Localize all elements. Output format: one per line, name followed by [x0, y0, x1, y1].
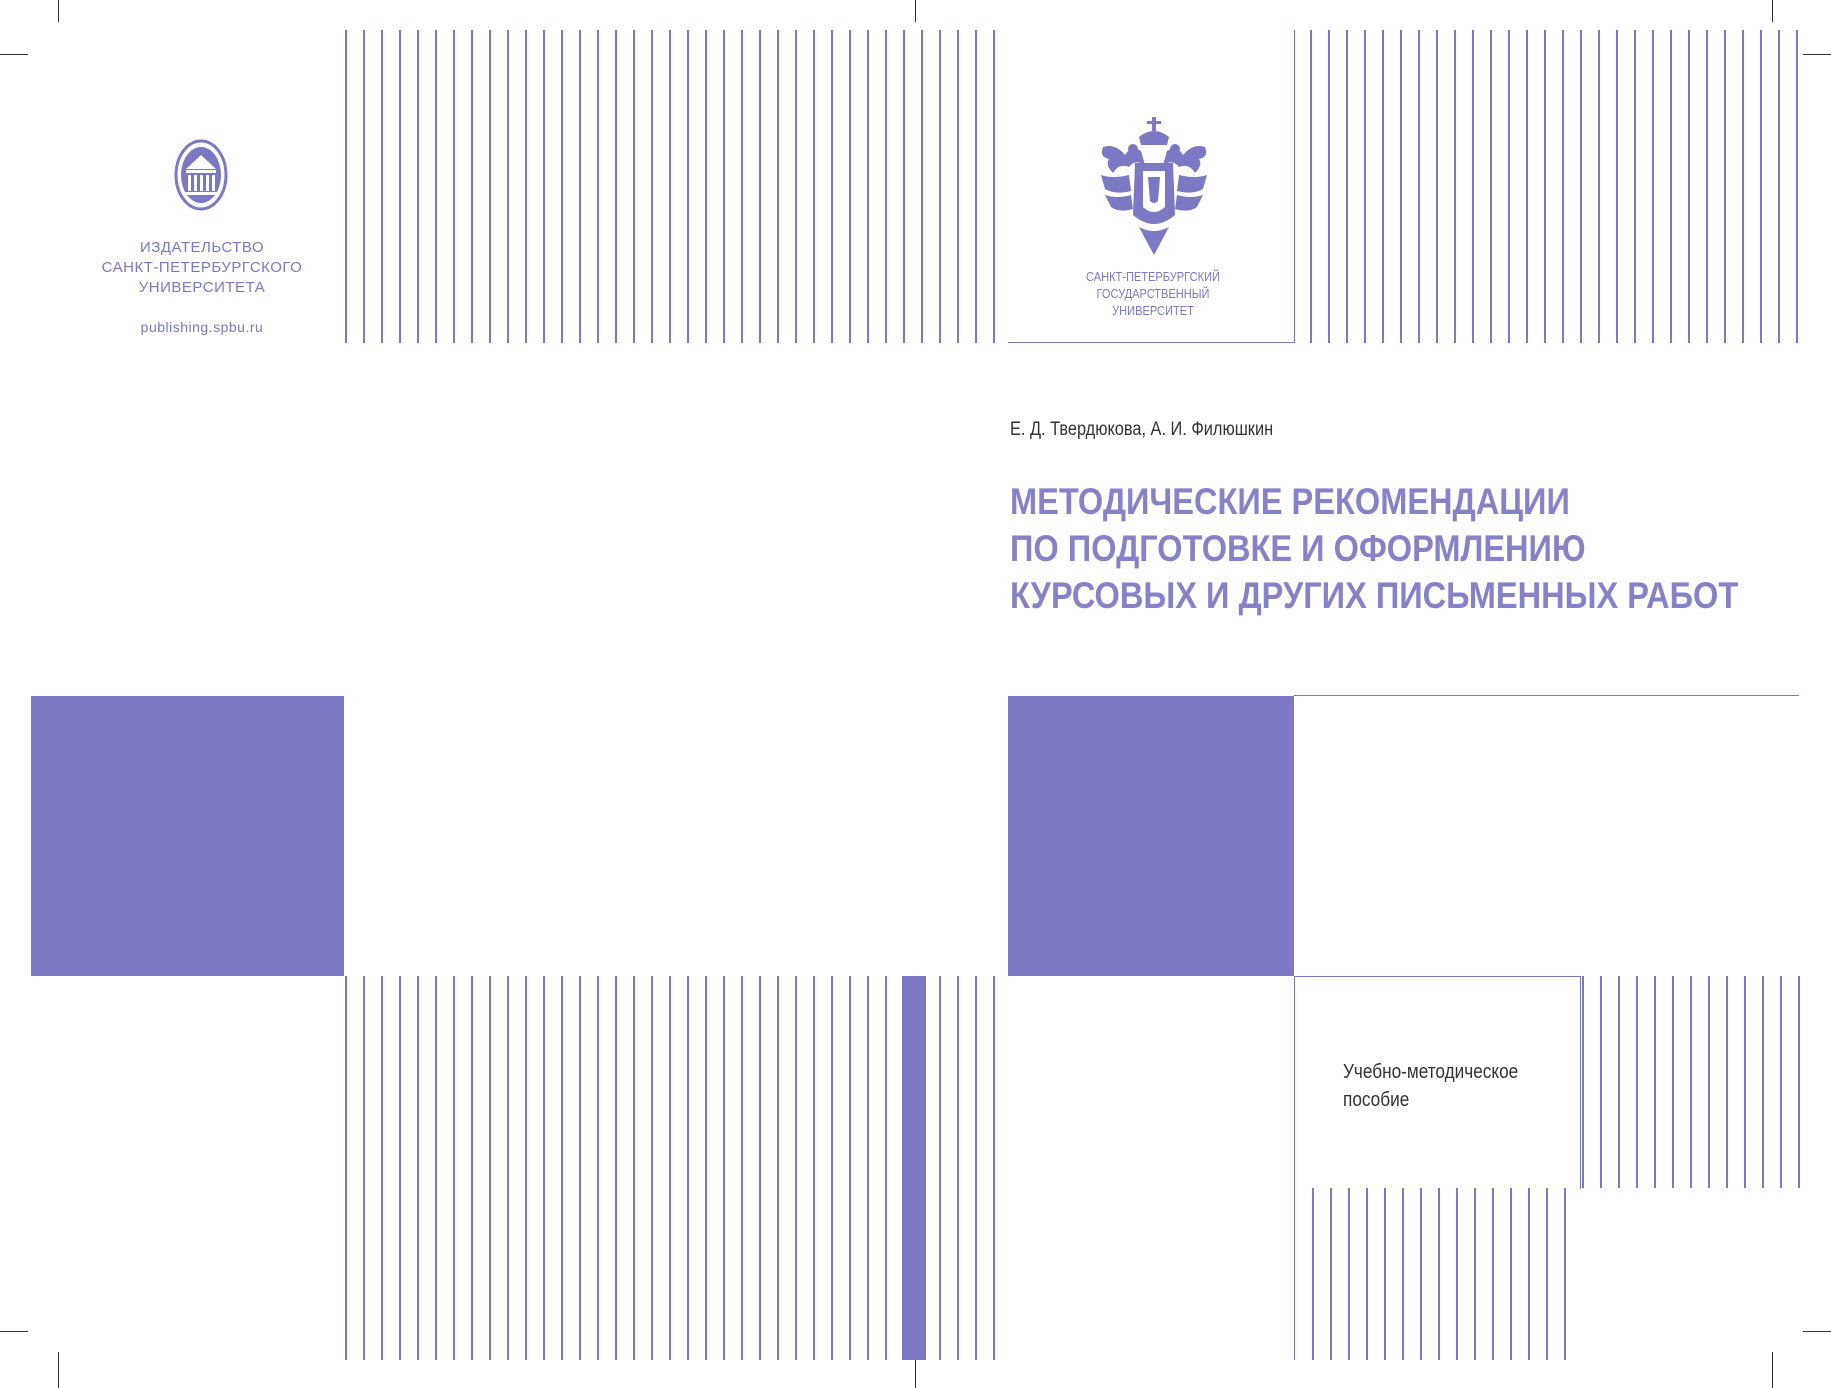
stripe-line [1310, 30, 1312, 343]
stripe-line [1402, 1188, 1404, 1360]
stripe-line [1364, 30, 1366, 343]
stripe-line [1510, 1188, 1512, 1360]
stripe-line [1760, 30, 1762, 343]
stripe-line [1418, 30, 1420, 343]
stripe-line [1652, 30, 1654, 343]
stripe-line [1742, 30, 1744, 343]
stripe-line [1348, 1188, 1350, 1360]
stripe-line [1508, 30, 1510, 343]
stripe-line [1670, 30, 1672, 343]
stripe-line [1580, 30, 1582, 343]
stripe-line [1454, 30, 1456, 343]
stripe-line [1726, 976, 1728, 1188]
book-title [1010, 478, 1739, 619]
stripe-line [1582, 976, 1584, 1188]
stripe-line [1744, 976, 1746, 1188]
stripe-line [1636, 976, 1638, 1188]
stripe-band-front-bottom-right [0, 976, 1831, 1188]
stripe-line [1474, 1188, 1476, 1360]
crop-mark [58, 0, 59, 22]
stripe-line [1564, 1188, 1566, 1360]
front-divider-line [1294, 695, 1799, 696]
stripe-line [1492, 1188, 1494, 1360]
stripe-line [1654, 976, 1656, 1188]
stripe-line [1618, 976, 1620, 1188]
stripe-line [1598, 30, 1600, 343]
stripe-line [1688, 30, 1690, 343]
stripe-line [1616, 30, 1618, 343]
title-line-2: ПО ПОДГОТОВКЕ И ОФОРМЛЕНИЮ [1010, 528, 1586, 569]
university-line-1: САНКТ-ПЕТЕРБУРГСКИЙ [1086, 269, 1220, 284]
stripe-line [1672, 976, 1674, 1188]
stripe-line [1762, 976, 1764, 1188]
stripe-line [1724, 30, 1726, 343]
crop-mark [1772, 0, 1773, 22]
stripe-line [1346, 30, 1348, 343]
stripe-line [1472, 30, 1474, 343]
title-line-3: КУРСОВЫХ И ДРУГИХ ПИСЬМЕННЫХ РАБОТ [1010, 575, 1739, 616]
crop-mark [915, 0, 916, 22]
stripe-line [1528, 1188, 1530, 1360]
university-line-2: ГОСУДАРСТВЕННЫЙ [1096, 286, 1210, 301]
back-cover-block [31, 696, 344, 976]
stripe-line [1634, 30, 1636, 343]
publisher-line-1: ИЗДАТЕЛЬСТВО [139, 239, 265, 256]
stripe-line [1328, 30, 1330, 343]
front-cover-block [1008, 696, 1294, 976]
stripe-line [1490, 30, 1492, 343]
front-bottom-edge [1294, 1188, 1295, 1360]
stripe-band-front-top [0, 30, 1831, 343]
stripe-line [1366, 1188, 1368, 1360]
stripe-line [1382, 30, 1384, 343]
stripe-line [1420, 1188, 1422, 1360]
genre-line-1: Учебно-методическое [1343, 1061, 1519, 1083]
stripe-line [1706, 30, 1708, 343]
stripe-line [1778, 30, 1780, 343]
stripe-line [1438, 1188, 1440, 1360]
university-line-3: УНИВЕРСИТЕТ [1112, 303, 1194, 318]
stripe-line [1780, 976, 1782, 1188]
genre-line-2: пособие [1343, 1089, 1410, 1111]
stripe-line [1330, 1188, 1332, 1360]
stripe-line [1526, 30, 1528, 343]
stripe-line [1798, 976, 1800, 1188]
publisher-website: publishing.spbu.ru [140, 319, 264, 335]
stripe-line [1562, 30, 1564, 343]
stripe-line [1312, 1188, 1314, 1360]
stripe-band-front-bottom [0, 1188, 1831, 1360]
title-line-1: МЕТОДИЧЕСКИЕ РЕКОМЕНДАЦИИ [1010, 481, 1570, 522]
stripe-line [1546, 1188, 1548, 1360]
stripe-line [1600, 976, 1602, 1188]
stripe-line [1708, 976, 1710, 1188]
stripe-line [1796, 30, 1798, 343]
stripe-line [1400, 30, 1402, 343]
crop-mark [915, 1360, 916, 1388]
publisher-line-3: УНИВЕРСИТЕТА [138, 279, 266, 296]
stripe-line [1544, 30, 1546, 343]
stripe-line [1690, 976, 1692, 1188]
authors: Е. Д. Твердюкова, А. И. Филюшкин [1010, 419, 1274, 440]
stripe-line [1456, 1188, 1458, 1360]
stripe-line [1436, 30, 1438, 343]
stripe-line [1384, 1188, 1386, 1360]
publisher-line-2: САНКТ-ПЕТЕРБУРГСКОГО [101, 259, 303, 276]
